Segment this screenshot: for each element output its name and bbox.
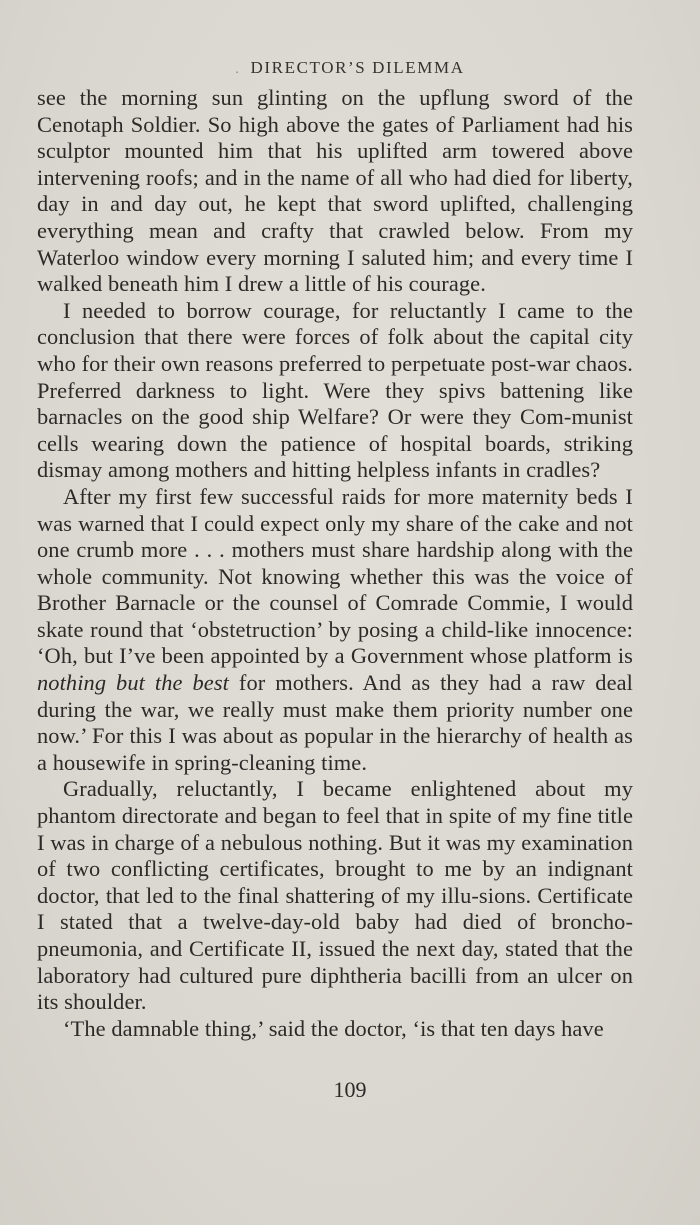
paragraph-3-italic-phrase: nothing but the best (37, 670, 229, 696)
paragraph-3-part-2: for mothers. And as they had a raw deal during the war, we really must make them priority number one now.’ For this I was about as popular in the hierarchy of health as a housewife in spring-cleaning time. (37, 670, 633, 775)
running-head (0, 58, 700, 78)
paragraph-3-part-1: After my first few successful raids for more maternity beds I was warned that I could expect only my share of the cake and not one crumb more . . . mothers must share hardship along with the whole community. Not knowing whether this was the voice of Brother Barnacle or the counsel of Comrade Commie, I would skate round that ‘obstetruction’ by posing a child-like innocence: ‘Oh, but I’ve been appointed by a Government whose platform is (37, 483, 633, 669)
paragraph-4: Gradually, reluctantly, I became enlightened about my phantom directorate and began to feel that in spite of my fine title I was in charge of a nebulous nothing. But it was my examination of two conflicting certificates, brought to me by an indignant doctor, that led to the final shattering of my illu-sions. Certificate I stated that a twelve-day-old baby had died of broncho-pneumonia, and Certificate II, issued the next day, stated that the laboratory had cultured pure diphtheria bacilli from an ulcer on its shoulder. (37, 776, 633, 1015)
ornament-dot: . (235, 62, 241, 77)
body-text (37, 85, 633, 1042)
paragraph-2: I needed to borrow courage, for reluctantly I came to the conclusion that there were forces of folk about the capital city who for their own reasons preferred to perpetuate post-war chaos. Preferred darkness to light. Were they spivs battening like barnacles on the good ship Welfare? Or were they Com-munist cells wearing down the patience of hospital boards, striking dismay among mothers and hitting helpless infants in cradles? (37, 297, 633, 483)
paragraph-1: see the morning sun glinting on the upflung sword of the Cenotaph Soldier. So high above the gates of Parliament had his sculptor mounted him that his uplifted arm towered above intervening roofs; and in the name of all who had died for liberty, day in and day out, he kept that sword uplifted, challenging everything mean and crafty that crawled below. From my Waterloo window every morning I saluted him; and every time I walked beneath him I drew a little of his courage. (37, 85, 633, 297)
page-number: 109 (333, 1077, 367, 1102)
running-head-title: DIRECTOR’S DILEMMA (250, 58, 465, 77)
paragraph-3 (37, 484, 633, 777)
paragraph-5: ‘The damnable thing,’ said the doctor, ‘is that ten days have (63, 1015, 604, 1041)
